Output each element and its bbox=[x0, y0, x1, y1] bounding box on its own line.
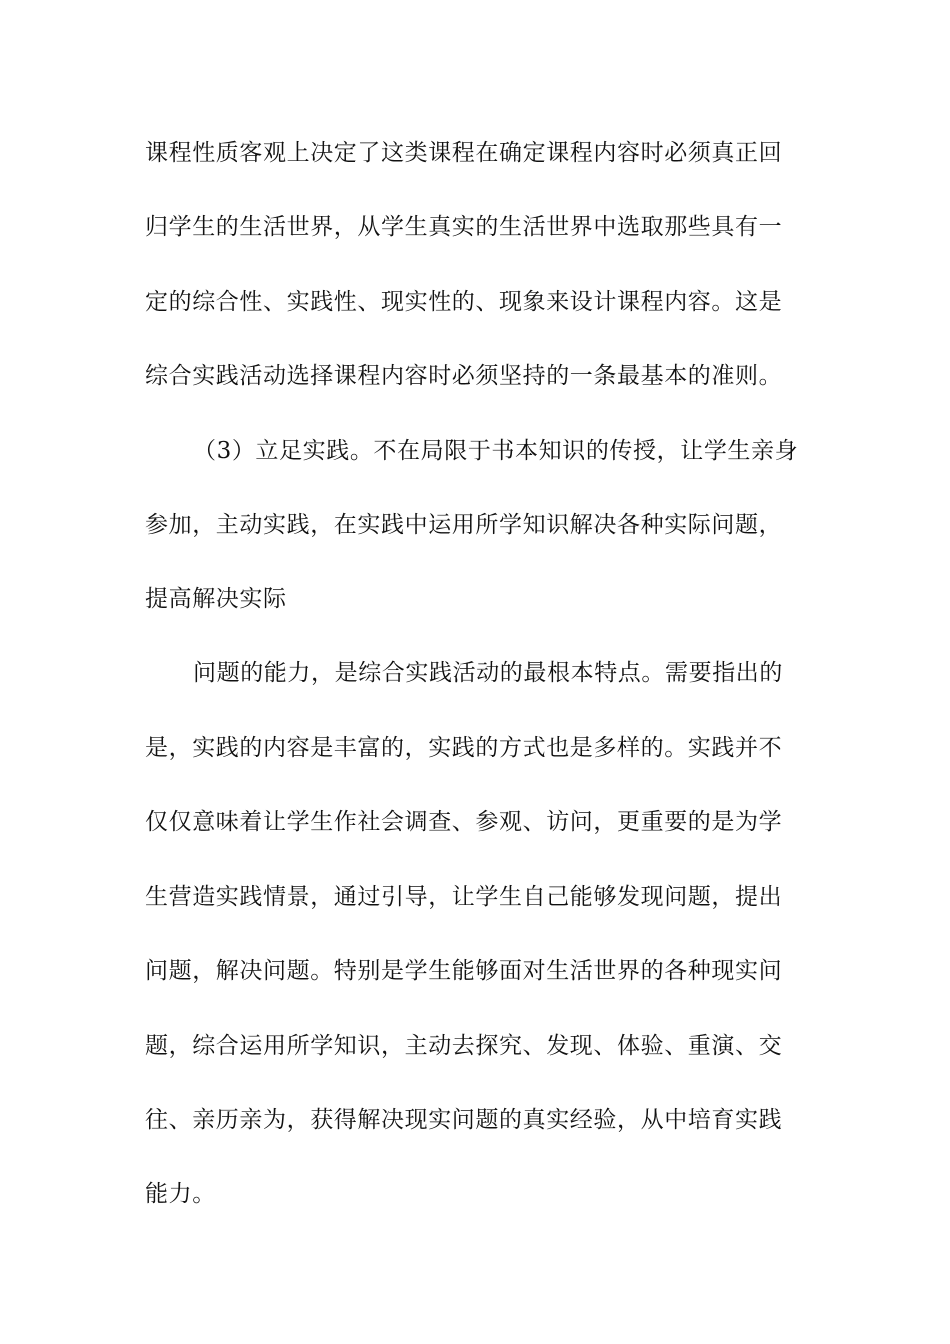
text-line: 问题，解决问题。特别是学生能够面对生活世界的各种现实问 bbox=[145, 958, 783, 984]
text-line: 提高解决实际 bbox=[145, 586, 287, 612]
text-line: 能力。 bbox=[145, 1181, 216, 1207]
text-line: 题，综合运用所学知识，主动去探究、发现、体验、重演、交 bbox=[145, 1033, 783, 1059]
paragraph-start-line: （3）立足实践。不在局限于书本知识的传授，让学生亲身 bbox=[193, 438, 799, 464]
text-line: 定的综合性、实践性、现实性的、现象来设计课程内容。这是 bbox=[145, 289, 783, 315]
text-line: 往、亲历亲为，获得解决现实问题的真实经验，从中培育实践 bbox=[145, 1107, 783, 1133]
text-line: 参加，主动实践，在实践中运用所学知识解决各种实际问题， bbox=[145, 512, 783, 538]
text-line: 是，实践的内容是丰富的，实践的方式也是多样的。实践并不 bbox=[145, 735, 783, 761]
text-line: 课程性质客观上决定了这类课程在确定课程内容时必须真正回 bbox=[145, 140, 783, 166]
text-line: 归学生的生活世界，从学生真实的生活世界中选取那些具有一 bbox=[145, 214, 783, 240]
text-line: 仅仅意味着让学生作社会调查、参观、访问，更重要的是为学 bbox=[145, 809, 783, 835]
text-line: 生营造实践情景，通过引导，让学生自己能够发现问题，提出 bbox=[145, 884, 783, 910]
text-line: 综合实践活动选择课程内容时必须坚持的一条最基本的准则。 bbox=[145, 363, 783, 389]
paragraph-start-line: 问题的能力，是综合实践活动的最根本特点。需要指出的 bbox=[193, 660, 783, 686]
